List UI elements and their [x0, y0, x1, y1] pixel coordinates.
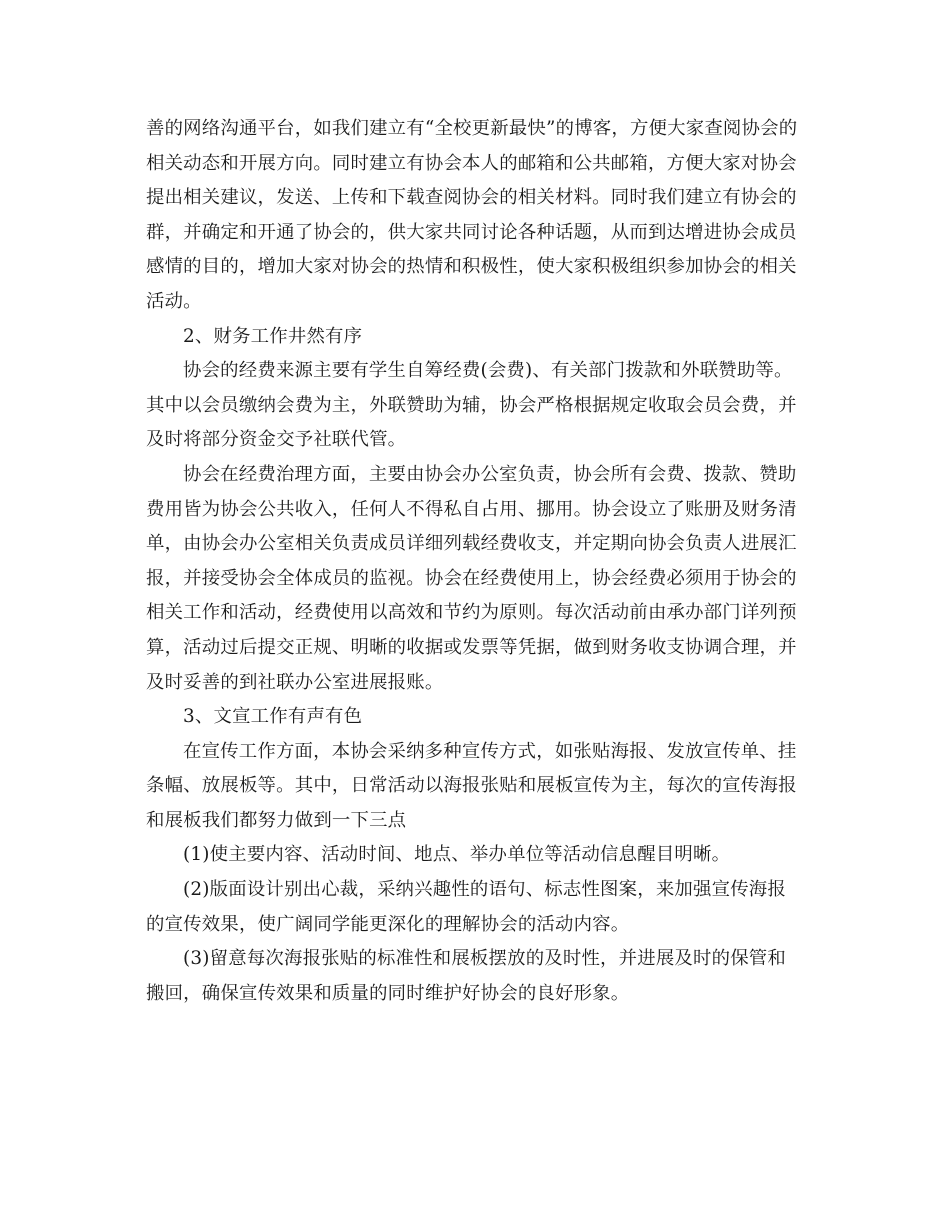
text-line: 提出相关建议，发送、上传和下载查阅协会的相关材料。同时我们建立有协会的 [146, 187, 797, 209]
list-item: (1)使主要内容、活动时间、地点、举办单位等活动信息醒目明晰。 [183, 844, 731, 866]
text-line: 条幅、放展板等。其中，日常活动以海报张贴和展板宣传为主，每次的宣传海报 [146, 775, 797, 797]
section-heading: 2、财务工作井然有序 [183, 325, 363, 347]
text-line: 算，活动过后提交正规、明晰的收据或发票等凭据，做到财务收支协调合理，并 [146, 636, 797, 658]
text-line: 单，由协会办公室相关负责成员详细列载经费收支，并定期向协会负责人进展汇 [146, 533, 797, 555]
text-line: 搬回，确保宣传效果和质量的同时维护好协会的良好形象。 [146, 982, 630, 1004]
text-line: 及时将部分资金交予社联代管。 [146, 429, 407, 451]
text-line: 相关工作和活动，经费使用以高效和节约为原则。每次活动前由承办部门详列预 [146, 602, 797, 624]
text-line: 报，并接受协会全体成员的监视。协会在经费使用上，协会经费必须用于协会的 [146, 567, 797, 589]
text-line: 协会在经费治理方面，主要由协会办公室负责，协会所有会费、拨款、赞助 [183, 463, 797, 485]
text-line: 费用皆为协会公共收入，任何人不得私自占用、挪用。协会设立了账册及财务清 [146, 498, 797, 520]
document-body [146, 112, 808, 1011]
text-line: 活动。 [146, 290, 202, 312]
text-line: 相关动态和开展方向。同时建立有协会本人的邮箱和公共邮箱，方便大家对协会 [146, 152, 797, 174]
text-line: 群，并确定和开通了协会的，供大家共同讨论各种话题，从而到达增进协会成员 [146, 221, 797, 243]
text-line: 善的网络沟通平台，如我们建立有“全校更新最快”的博客，方便大家查阅协会的 [146, 118, 798, 139]
text-line: 和展板我们都努力做到一下三点 [146, 809, 407, 831]
text-line: 协会的经费来源主要有学生自筹经费(会费)、有关部门拨款和外联赞助等。 [183, 360, 793, 382]
list-item: (2)版面设计别出心裁，采纳兴趣性的语句、标志性图案，来加强宣传海报 [183, 879, 786, 901]
text-line: 感情的目的，增加大家对协会的热情和积极性，使大家积极组织参加协会的相关 [146, 256, 797, 278]
text-line: 的宣传效果，使广阔同学能更深化的理解协会的活动内容。 [146, 913, 630, 935]
list-item: (3)留意每次海报张贴的标准性和展板摆放的及时性，并进展及时的保管和 [183, 948, 786, 970]
text-line: 及时妥善的到社联办公室进展报账。 [146, 671, 444, 693]
text-line: 其中以会员缴纳会费为主，外联赞助为辅，协会严格根据规定收取会员会费，并 [146, 394, 797, 416]
text-line: 在宣传工作方面，本协会采纳多种宣传方式，如张贴海报、发放宣传单、挂 [183, 740, 797, 762]
section-heading: 3、文宣工作有声有色 [183, 706, 363, 728]
